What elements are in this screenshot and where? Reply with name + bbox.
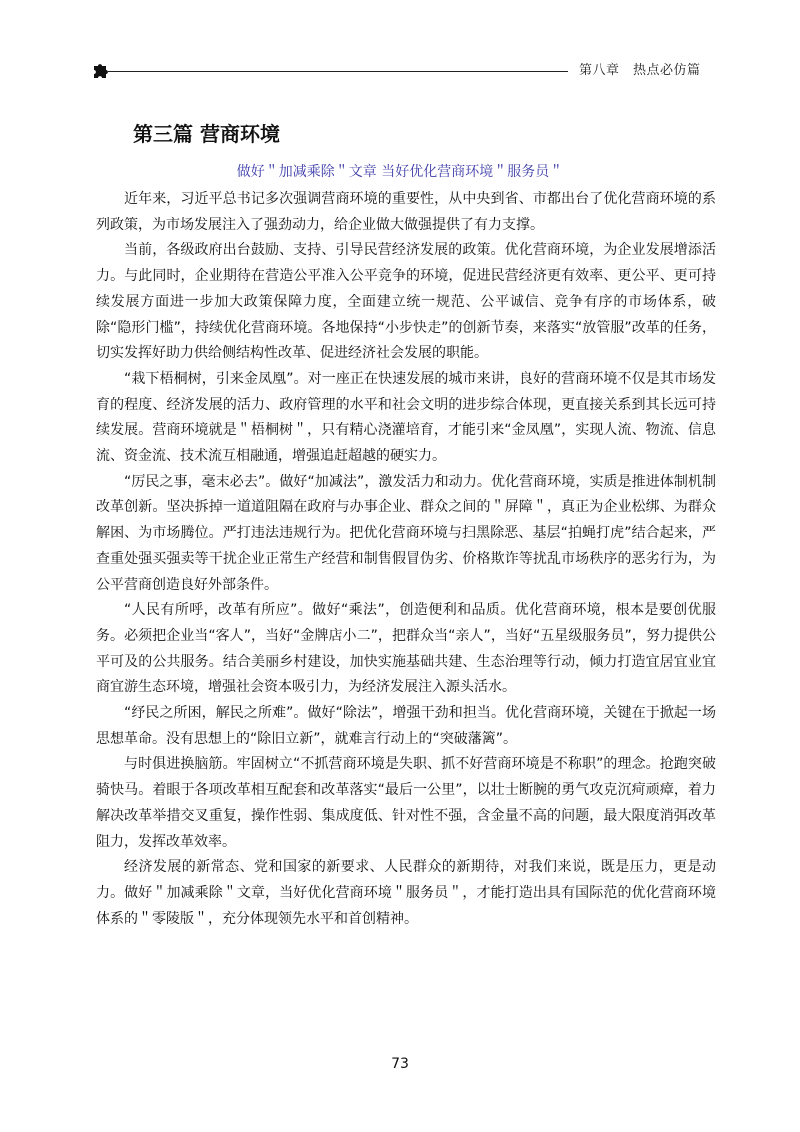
chapter-label: 第八章 热点必仿篇 <box>579 63 701 78</box>
paragraph: 经济发展的新常态、党和国家的新要求、人民群众的新期待，对我们来说，既是压力，更是动力。做好＂加减乘除＂文章，当好优化营商环境＂服务员＂，才能打造出具有国际范的优化营商环境体系的＂零陵版＂，充分体现领先水平和首创精神。 <box>96 859 716 927</box>
article-body <box>96 187 716 932</box>
page-number: 73 <box>391 1056 409 1072</box>
paragraph: 当前，各级政府出台鼓励、支持、引导民营经济发展的政策。优化营商环境，为企业发展增添活力。与此同时，企业期待在营造公平准入公平竞争的环境，促进民营经济更有效率、更公平、更可持续发展方面进一步加大政策保障力度，全面建立统一规范、公平诚信、竞争有序的市场体系，破除“隐形门槛”，持续优化营商环境。各地保持“小步快走”的创新节奏，来落实“放管服”改革的任务，切实发挥好助力供给侧结构性改革、促进经济社会发展的职能。 <box>96 242 716 362</box>
paragraph: “人民有所呼，改革有所应”。做好“乘法”，创造便利和品质。优化营商环境，根本是要创优服务。必须把企业当“客人”，当好“金牌店小二”，把群众当“亲人”，当好“五星级服务员”，努力提供公平可及的公共服务。结合美丽乡村建设，加快实施基础共建、生态治理等行动，倾力打造宜居宜业宜商宜游生态环境，增强社会资本吸引力，为经济发展注入源头活水。 <box>96 602 716 696</box>
paragraph: 近年来，习近平总书记多次强调营商环境的重要性，从中央到省、市都出台了优化营商环境的系列政策，为市场发展注入了强劲动力，给企业做大做强提供了有力支撑。 <box>96 191 716 233</box>
paragraph: “纾民之所困，解民之所难”。做好“除法”，增强干劲和担当。优化营商环境，关键在于掀起一场思想革命。没有思想上的“除旧立新”，就难言行动上的“突破藩篱”。 <box>96 705 716 747</box>
header-rule <box>108 71 568 72</box>
paragraph: “厉民之事，毫末必去”。做好“加减法”，激发活力和动力。优化营商环境，实质是推进体制机制改革创新。坚决拆掉一道道阻隔在政府与办事企业、群众之间的＂屏障＂，真正为企业松绑、为群众解困、为市场腾位。严打违法违规行为。把优化营商环境与扫黑除恶、基层“拍蝇打虎”结合起来，严查重处强买强卖等干扰企业正常生产经营和制售假冒伪劣、价格欺诈等扰乱市场秩序的恶劣行为，为公平营商创造良好外部条件。 <box>96 473 716 593</box>
article-title: 做好＂加减乘除＂文章 当好优化营商环境＂服务员＂ <box>236 164 564 180</box>
paragraph: 与时俱进换脑筋。牢固树立“不抓营商环境是失职、抓不好营商环境是不称职”的理念。抢跑突破骑快马。着眼于各项改革相互配套和改革落实“最后一公里”，以壮士断腕的勇气攻克沉疴顽瘴，着力解决改革举措交叉重复，操作性弱、集成度低、针对性不强，含金量不高的问题，最大限度消弭改革阻力，发挥改革效率。 <box>96 756 716 850</box>
paragraph: “栽下梧桐树，引来金凤凰”。对一座正在快速发展的城市来讲，良好的营商环境不仅是其市场发育的程度、经济发展的活力、政府管理的水平和社会文明的进步综合体现，更直接关系到其长远可持续发展。营商环境就是＂梧桐树＂，只有精心浇灌培育，才能引来“金凤凰”，实现人流、物流、信息流、资金流、技术流互相融通，增强追赶超越的硬实力。 <box>96 370 716 465</box>
section-title: 第三篇 营商环境 <box>133 122 280 146</box>
